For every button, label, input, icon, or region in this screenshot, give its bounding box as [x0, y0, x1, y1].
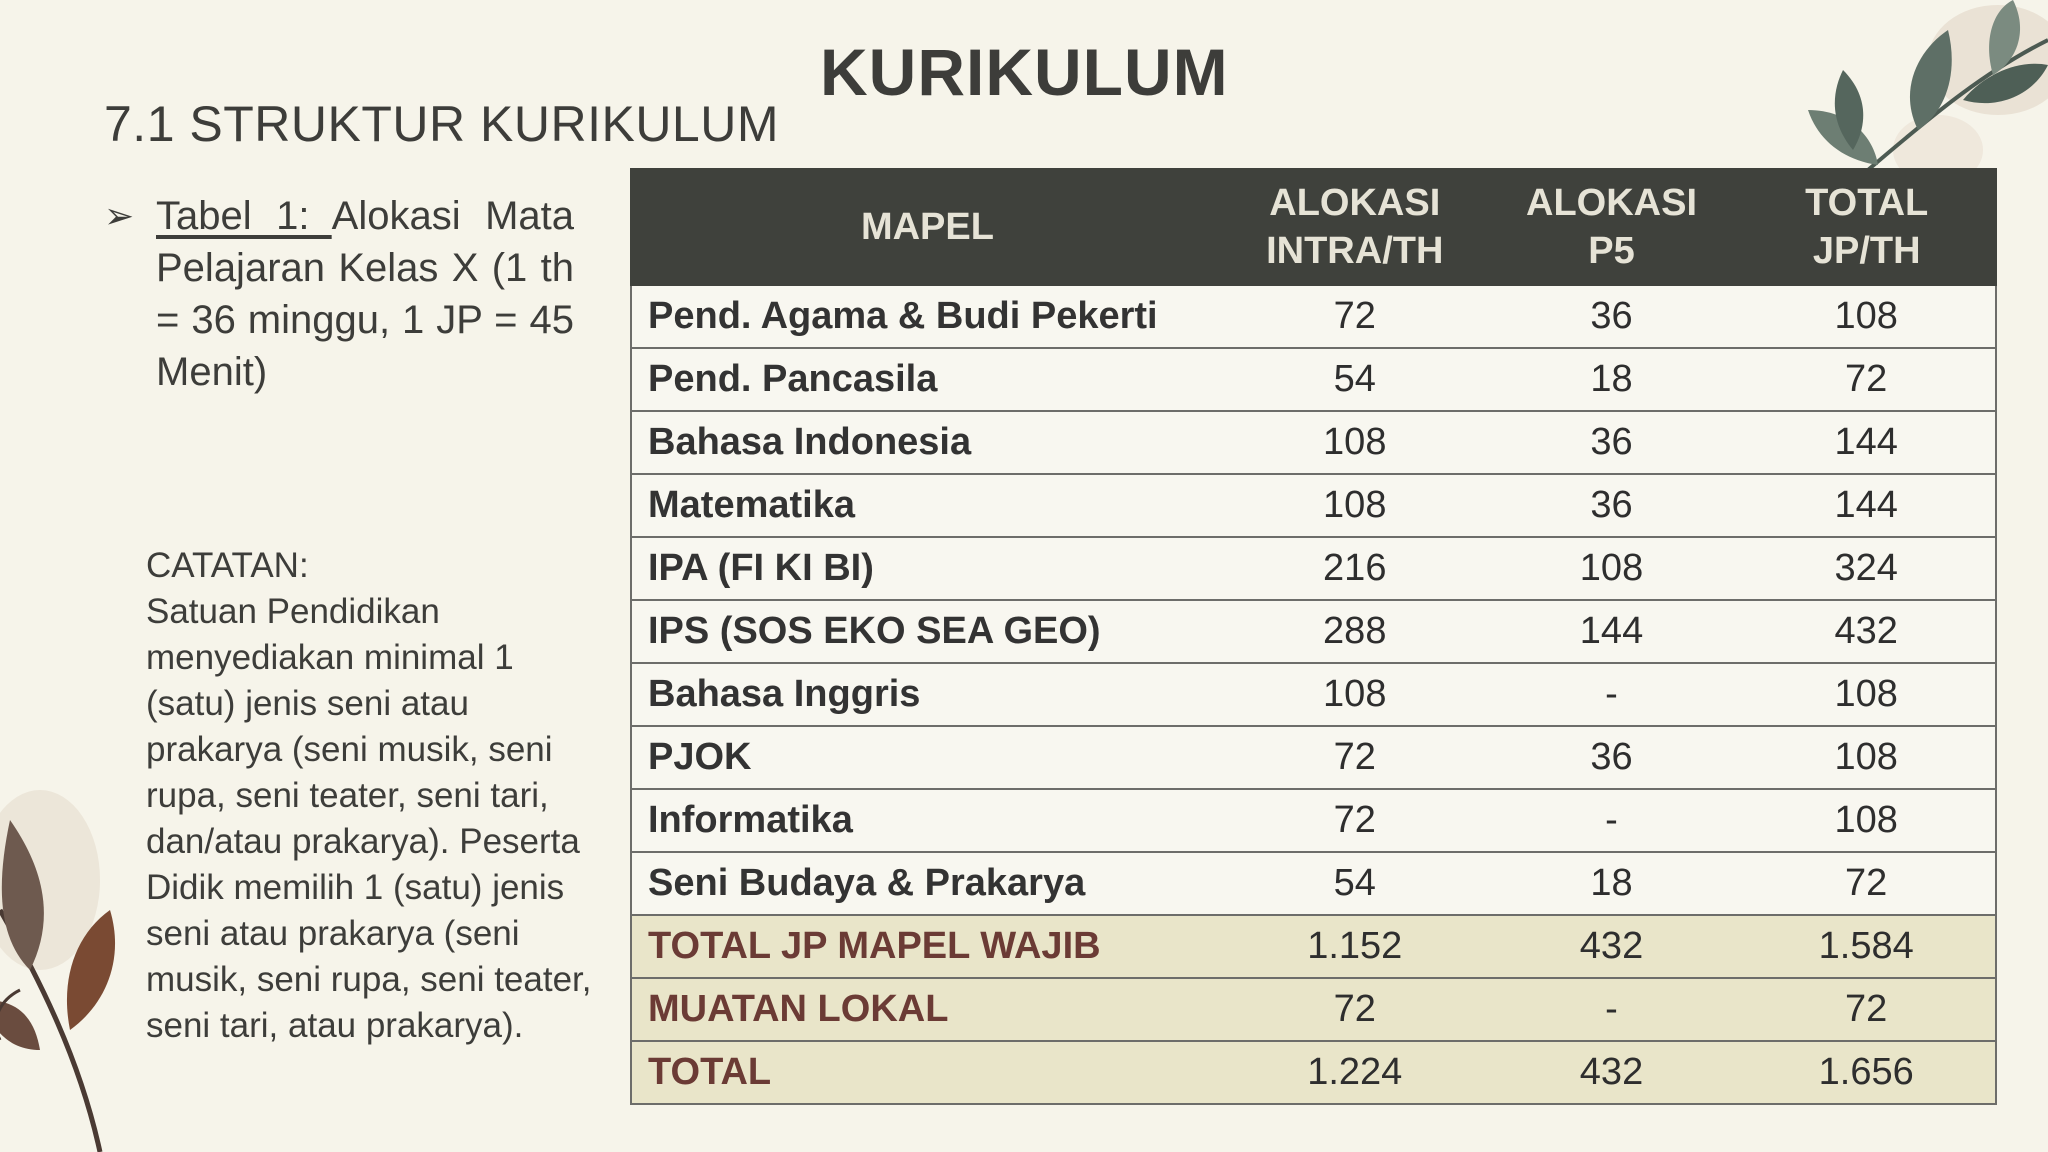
table-row: [631, 663, 1996, 726]
cell-mapel: TOTAL JP MAPEL WAJIB: [631, 915, 1224, 978]
table-row: [631, 474, 1996, 537]
table-body: [631, 285, 1996, 1104]
cell-alokasi-intra: 72: [1224, 285, 1486, 348]
header-alokasi-intra: ALOKASI INTRA/TH: [1224, 169, 1486, 285]
header-mapel: MAPEL: [631, 169, 1224, 285]
cell-total-jp: 108: [1737, 726, 1996, 789]
cell-alokasi-intra: 1.224: [1224, 1041, 1486, 1104]
cell-alokasi-intra: 72: [1224, 978, 1486, 1041]
arrow-bullet-icon: ➢: [104, 195, 135, 236]
cell-alokasi-intra: 54: [1224, 852, 1486, 915]
cell-alokasi-p5: 432: [1486, 1041, 1738, 1104]
cell-total-jp: 144: [1737, 411, 1996, 474]
cell-alokasi-p5: 36: [1486, 411, 1738, 474]
table-row: [631, 1041, 1996, 1104]
table-caption: [104, 190, 574, 398]
cell-mapel: Bahasa Indonesia: [631, 411, 1224, 474]
cell-alokasi-intra: 108: [1224, 474, 1486, 537]
cell-total-jp: 72: [1737, 852, 1996, 915]
cell-alokasi-p5: -: [1486, 789, 1738, 852]
cell-total-jp: 72: [1737, 978, 1996, 1041]
cell-alokasi-p5: -: [1486, 663, 1738, 726]
cell-total-jp: 1.584: [1737, 915, 1996, 978]
cell-mapel: IPS (SOS EKO SEA GEO): [631, 600, 1224, 663]
cell-mapel: Pend. Agama & Budi Pekerti: [631, 285, 1224, 348]
cell-total-jp: 1.656: [1737, 1041, 1996, 1104]
cell-alokasi-p5: 432: [1486, 915, 1738, 978]
cell-alokasi-intra: 1.152: [1224, 915, 1486, 978]
cell-alokasi-p5: -: [1486, 978, 1738, 1041]
section-title: 7.1 STRUKTUR KURIKULUM: [104, 96, 779, 152]
cell-alokasi-intra: 54: [1224, 348, 1486, 411]
leaf-decoration-bottom-left-icon: [0, 760, 170, 1152]
caption-label: Tabel 1:: [156, 194, 332, 238]
header-total-jp: TOTAL JP/TH: [1737, 169, 1996, 285]
page-title: KURIKULUM: [820, 35, 1229, 109]
cell-total-jp: 108: [1737, 789, 1996, 852]
cell-alokasi-p5: 18: [1486, 852, 1738, 915]
cell-total-jp: 108: [1737, 285, 1996, 348]
cell-mapel: PJOK: [631, 726, 1224, 789]
cell-alokasi-intra: 288: [1224, 600, 1486, 663]
cell-alokasi-p5: 36: [1486, 285, 1738, 348]
cell-total-jp: 324: [1737, 537, 1996, 600]
table-row: [631, 600, 1996, 663]
note-heading: CATATAN:: [146, 546, 309, 585]
table-row: [631, 852, 1996, 915]
cell-total-jp: 144: [1737, 474, 1996, 537]
table-row: [631, 285, 1996, 348]
cell-mapel: Bahasa Inggris: [631, 663, 1224, 726]
cell-mapel: TOTAL: [631, 1041, 1224, 1104]
cell-mapel: IPA (FI KI BI): [631, 537, 1224, 600]
cell-mapel: Matematika: [631, 474, 1224, 537]
header-alokasi-p5: ALOKASI P5: [1486, 169, 1738, 285]
table-row: [631, 348, 1996, 411]
cell-mapel: Seni Budaya & Prakarya: [631, 852, 1224, 915]
cell-alokasi-p5: 36: [1486, 726, 1738, 789]
note-body: Satuan Pendidikan menyediakan minimal 1 (satu) jenis seni atau prakarya (seni musik, seni rupa, seni teater, seni tari, dan/atau prakarya). Peserta Didik memilih 1 (satu) jenis seni atau prakarya (seni musik, seni rupa, seni teater, seni tari, atau prakarya).: [146, 592, 592, 1045]
table-row: [631, 789, 1996, 852]
cell-alokasi-intra: 108: [1224, 411, 1486, 474]
cell-mapel: MUATAN LOKAL: [631, 978, 1224, 1041]
cell-alokasi-p5: 144: [1486, 600, 1738, 663]
cell-alokasi-p5: 18: [1486, 348, 1738, 411]
cell-alokasi-intra: 216: [1224, 537, 1486, 600]
cell-mapel: Pend. Pancasila: [631, 348, 1224, 411]
table-row: [631, 978, 1996, 1041]
cell-total-jp: 72: [1737, 348, 1996, 411]
cell-total-jp: 432: [1737, 600, 1996, 663]
cell-alokasi-intra: 72: [1224, 726, 1486, 789]
note-block: [146, 543, 606, 1049]
cell-alokasi-p5: 108: [1486, 537, 1738, 600]
table-row: [631, 411, 1996, 474]
cell-alokasi-intra: 72: [1224, 789, 1486, 852]
allocation-table: [630, 168, 1997, 1105]
table-row: [631, 537, 1996, 600]
table-header-row: [631, 169, 1996, 285]
table-row: [631, 915, 1996, 978]
caption-body: Alokasi Mata Pelajaran Kelas X (1 th = 36 minggu, 1 JP = 45 Menit): [156, 194, 574, 394]
cell-total-jp: 108: [1737, 663, 1996, 726]
cell-alokasi-p5: 36: [1486, 474, 1738, 537]
caption-text: [156, 190, 574, 398]
cell-mapel: Informatika: [631, 789, 1224, 852]
cell-alokasi-intra: 108: [1224, 663, 1486, 726]
table-row: [631, 726, 1996, 789]
